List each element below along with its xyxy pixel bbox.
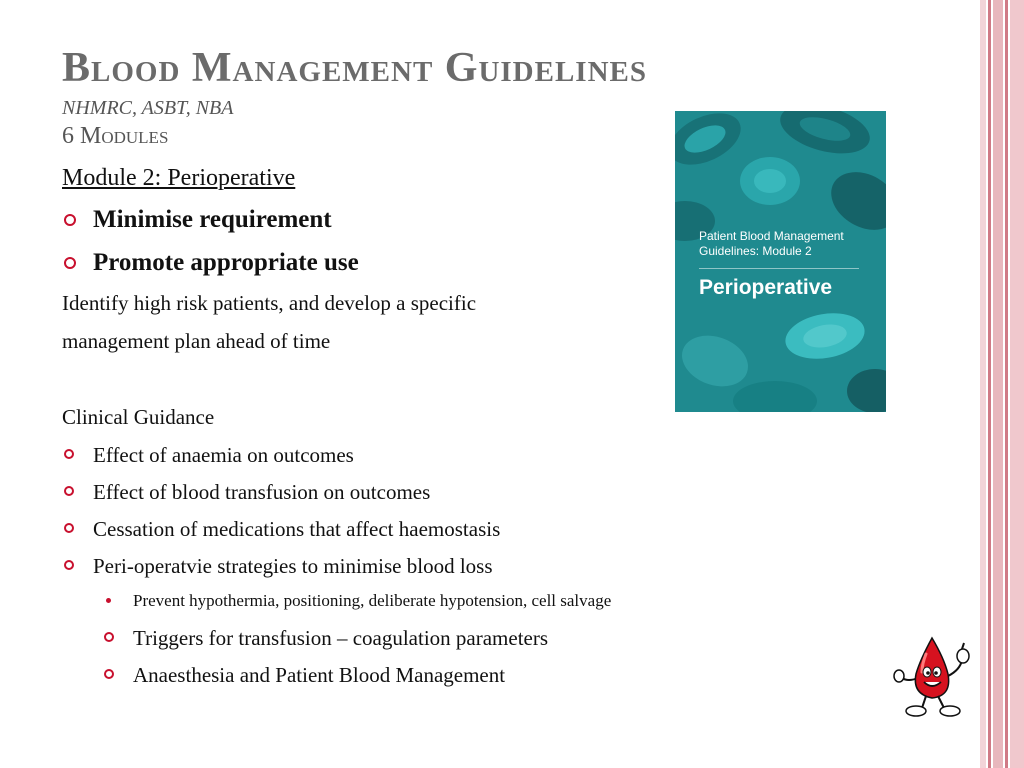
sub-list-item-text: Anaesthesia and Patient Blood Management — [133, 663, 506, 687]
red-ring-bullet-icon — [64, 486, 74, 496]
key-point-text: Minimise requirement — [93, 206, 332, 233]
list-item-text: Peri-operatvie strategies to minimise blood loss — [93, 554, 493, 578]
sub-list-item — [62, 586, 802, 621]
decorative-side-stripes — [980, 0, 1024, 768]
list-item-text: Cessation of medications that affect haemostasis — [93, 517, 501, 541]
list-item — [62, 475, 802, 512]
red-ring-bullet-icon — [64, 257, 76, 269]
cover-text — [699, 229, 859, 301]
sub-list-item — [62, 621, 802, 658]
intro-line: Identify high risk patients, and develop a specific — [62, 291, 477, 315]
guideline-cover-image — [675, 111, 886, 412]
red-ring-bullet-icon — [64, 214, 76, 226]
list-item-text: Effect of blood transfusion on outcomes — [93, 480, 431, 504]
slide-subtitle: NHMRC, ASBT, NBA — [62, 97, 234, 119]
sub-list-item — [62, 658, 802, 695]
cover-divider — [699, 268, 859, 269]
cover-title: Perioperative — [699, 276, 833, 299]
red-ring-bullet-icon — [64, 449, 74, 459]
list-item-text: Effect of anaemia on outcomes — [93, 443, 354, 467]
sub-list-item-text: Prevent hypothermia, positioning, deliberate hypotension, cell salvage — [133, 591, 612, 610]
red-ring-bullet-icon — [104, 632, 114, 642]
red-dot-bullet-icon — [106, 598, 111, 603]
key-point-text: Promote appropriate use — [93, 249, 359, 276]
list-item — [62, 549, 802, 586]
clinical-heading: Clinical Guidance — [62, 405, 215, 429]
red-ring-bullet-icon — [104, 669, 114, 679]
sub-list-item-text: Triggers for transfusion – coagulation parameters — [133, 626, 549, 650]
intro-line: management plan ahead of time — [62, 329, 331, 353]
slide-title: Blood Management Guidelines — [62, 45, 648, 91]
cover-series-line: Guidelines: Module 2 — [699, 244, 812, 258]
modules-label: 6 Modules — [62, 123, 169, 149]
red-ring-bullet-icon — [64, 560, 74, 570]
cover-series-line: Patient Blood Management — [699, 229, 844, 243]
module-heading: Module 2: Perioperative — [62, 165, 296, 191]
red-ring-bullet-icon — [64, 523, 74, 533]
list-item — [62, 438, 802, 475]
blood-drop-mascot-icon — [890, 632, 980, 722]
list-item — [62, 512, 802, 549]
